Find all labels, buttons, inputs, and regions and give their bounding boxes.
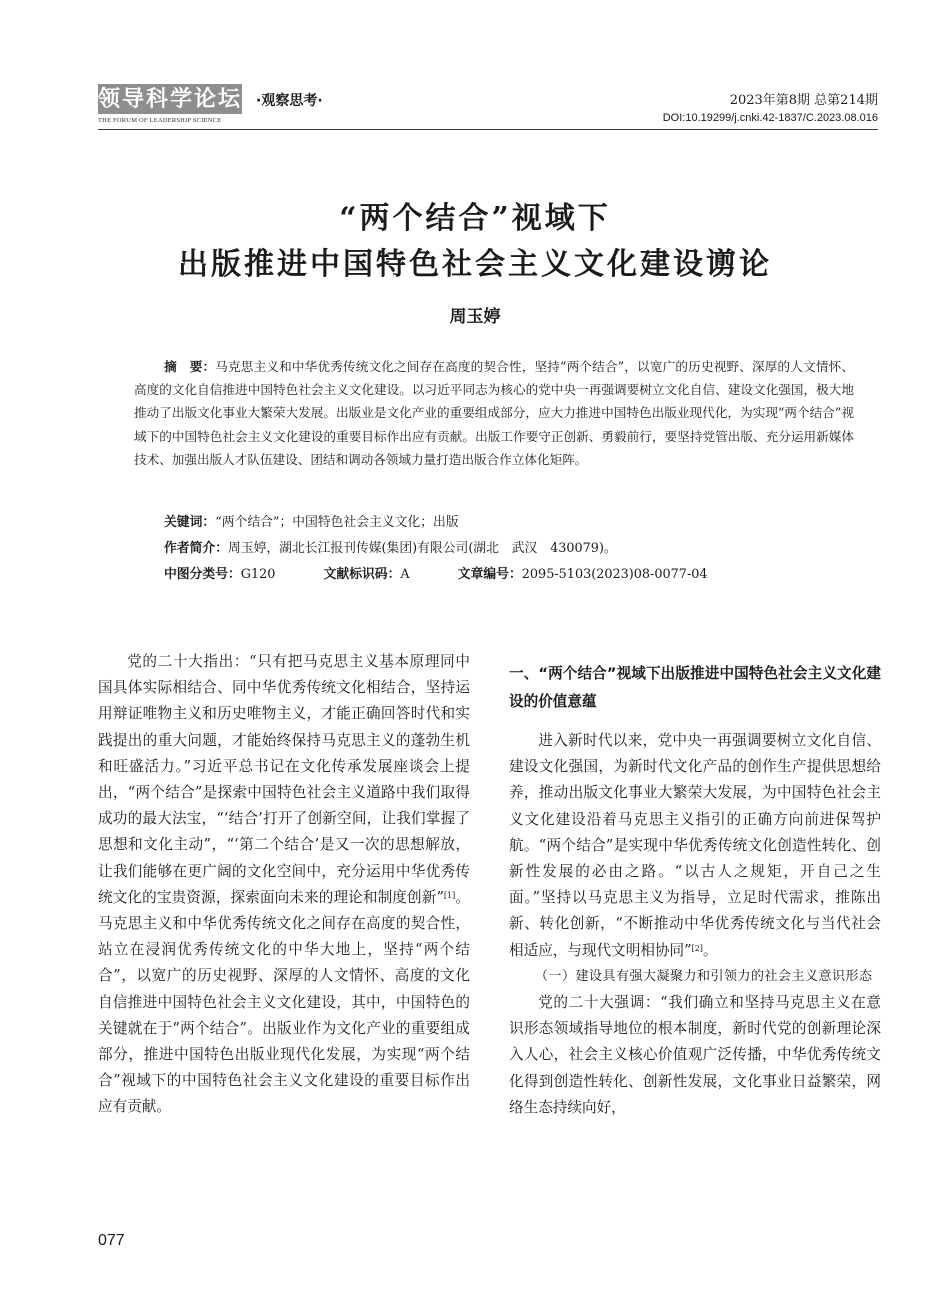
title-line-2: 出版推进中国特色社会主义文化建设谫论 (178, 247, 772, 282)
subsection-heading: （一）建设具有强大凝聚力和引领力的社会主义意识形态 (535, 968, 873, 984)
citation-ref: [2] (691, 943, 703, 953)
doc-code-label: 文献标识码： (323, 567, 401, 582)
author-intro-text: 周玉婷，湖北长江报刊传媒(集团)有限公司(湖北 武汉 430079)。 (227, 541, 617, 556)
article-number-label: 文章编号： (457, 567, 522, 582)
keywords-label: 关键词： (164, 515, 216, 530)
author-intro-label: 作者简介： (164, 541, 228, 556)
doi: DOI:10.19299/j.cnki.42-1837/C.2023.08.016 (662, 112, 878, 124)
header-divider (98, 129, 878, 130)
paragraph-text-continued: 。 (702, 941, 718, 959)
paragraph-text-continued: 。马克思主义和中华优秀传统文化之间存在高度的契合性，站立在浸润优秀传统文化的中华大地上，坚持“两个结合”，以宽广的历史视野、深厚的人文情怀、高度的文化自信推进中国特色社会主义文化建设，其中，中国特色的关键就在于“两个结合”。出版业作为文化产业的重要组成部分，推进中国特色出版业现代化发展，为实现“两个结合”视域下的中国特色社会主义文化建设的重要目标作出应有贡献。 (98, 888, 470, 1116)
citation-ref: [1] (443, 890, 456, 900)
keywords (164, 511, 459, 530)
abstract-label: 摘 要： (164, 359, 216, 374)
abstract-text: 马克思主义和中华优秀传统文化之间存在高度的契合性，坚持“两个结合”，以宽广的历史视野、深厚的人文情怀、高度的文化自信推进中国特色社会主义文化建设。以习近平同志为核心的党中央一再强调要树立文化自信、建设文化强国，极大地推动了出版文化事业大繁荣大发展。出版业是文化产业的重要组成部分，应大力推进中国特色出版业现代化，为实现“两个结合”视域下的中国特色社会主义文化建设的重要目标作出应有贡献。出版工作要守正创新、勇毅前行，要坚持党管出版、充分运用新媒体技术、加强出版人才队伍建设、团结和调动各领域力量打造出版合作立体化矩阵。 (134, 359, 855, 467)
page-number: 077 (98, 1232, 125, 1249)
clc-label: 中图分类号： (164, 567, 241, 582)
doc-code-value: A (400, 567, 410, 582)
clc-value: G120 (240, 567, 276, 582)
article-title (0, 196, 950, 288)
journal-logo: 领导科学论坛 (98, 86, 243, 112)
journal-name-english: THE FORUM OF LEADERSHIP SCIENCE (98, 117, 222, 124)
paragraph-text: 进入新时代以来，党中央一再强调要树立文化自信、建设文化强国，为新时代文化产品的创作生产提供思想给养，推动出版文化事业大繁荣大发展，为中国特色社会主义文化建设沿着马克思主义指引的正确方向前进保驾护航。“两个结合”是实现中华优秀传统文化创造性转化、创新性发展的必由之路。“以古人之规矩，开自己之生面。”坚持以马克思主义为指导，立足时代需求，推陈出新、转化创新，“不断推动中华优秀传统文化与当代社会相适应，与现代文明相协同” (509, 732, 881, 959)
paragraph-text: 党的二十大指出：“只有把马克思主义基本原理同中国具体实际相结合、同中华优秀传统文化相结合，坚持运用辩证唯物主义和历史唯物主义，才能正确回答时代和实践提出的重大问题，才能始终保持马克思主义的蓬勃生机和旺盛活力。”习近平总书记在文化传承发展座谈会上提出，“两个结合”是探索中国特色社会主义道路中我们取得成功的最大法宝，“‘结合’打开了创新空间，让我们掌握了思想和文化主动”，“‘第二个结合’是又一次的思想解放，让我们能够在更广阔的文化空间中，充分运用中华优秀传统文化的宝贵资源，探索面向未来的理论和制度创新” (98, 653, 470, 906)
body-left-column (98, 649, 470, 1121)
title-line-1: “两个结合”视域下 (339, 201, 611, 236)
classification-row (164, 563, 708, 582)
body-paragraph (509, 728, 881, 964)
column-label: ·观察思考· (256, 93, 323, 109)
article-number-value: 2095-5103(2023)08-0077-04 (521, 567, 708, 582)
body-paragraph (98, 649, 470, 1121)
section-heading: 一、“两个结合”视域下出版推进中国特色社会主义文化建设的价值意蕴 (509, 665, 881, 710)
keywords-text: “两个结合”；中国特色社会主义文化；出版 (215, 515, 459, 530)
author-name: 周玉婷 (449, 307, 501, 327)
abstract (134, 355, 854, 471)
issue-info: 2023年第8期 总第214期 (729, 93, 878, 108)
author-intro (164, 537, 617, 556)
body-paragraph: 党的二十大强调：“我们确立和坚持马克思主义在意识形态领域指导地位的根本制度，新时代党的创新理论深入人心，社会主义核心价值观广泛传播，中华优秀传统文化得到创造性转化、创新性发展，文化事业日益繁荣，网络生态持续向好， (509, 994, 881, 1116)
body-right-column (509, 660, 881, 1121)
